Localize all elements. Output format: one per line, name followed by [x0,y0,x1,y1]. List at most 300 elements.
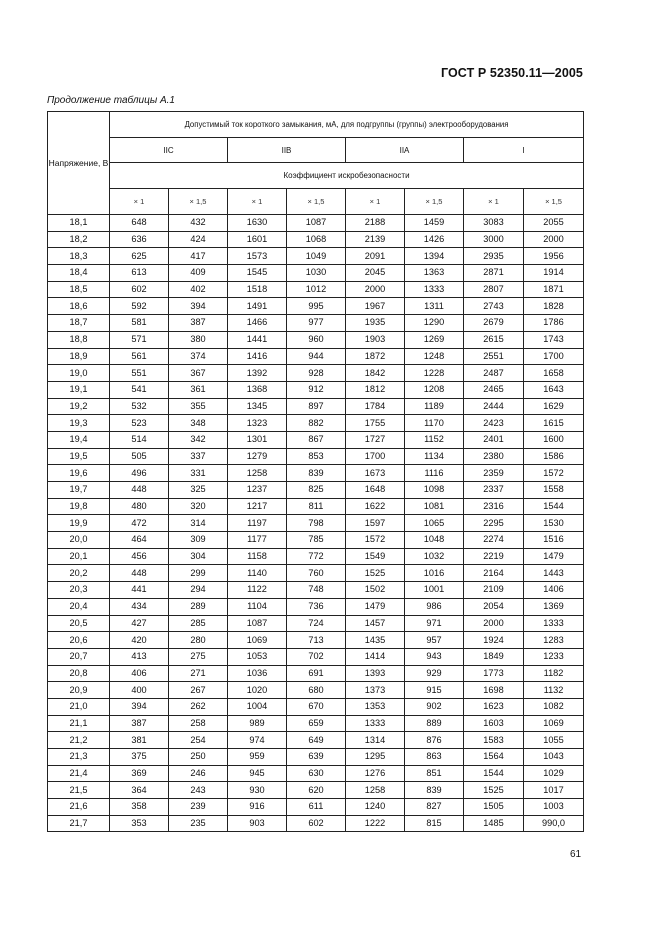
current-value-cell: 889 [405,715,464,732]
voltage-cell: 20,9 [48,682,110,699]
voltage-cell: 19,3 [48,415,110,432]
current-value-cell: 1443 [524,565,584,582]
table-caption: Продолжение таблицы А.1 [47,95,175,106]
current-value-cell: 387 [110,715,169,732]
current-value-cell: 1525 [346,565,405,582]
table-row [48,248,584,265]
current-value-cell: 1030 [287,265,346,282]
current-value-cell: 2000 [346,281,405,298]
current-value-cell: 1457 [346,615,405,632]
voltage-cell: 19,2 [48,398,110,415]
current-value-cell: 314 [169,515,228,532]
current-value-cell: 1441 [228,331,287,348]
current-value-cell: 1615 [524,415,584,432]
current-value-cell: 1600 [524,431,584,448]
current-value-cell: 1572 [524,465,584,482]
table-row [48,365,584,382]
current-value-cell: 464 [110,532,169,549]
current-value-cell: 2045 [346,265,405,282]
current-value-cell: 1416 [228,348,287,365]
current-value-cell: 1269 [405,331,464,348]
current-value-cell: 1197 [228,515,287,532]
current-value-cell: 1279 [228,448,287,465]
current-value-cell: 1583 [464,732,524,749]
current-value-cell: 648 [110,215,169,232]
current-value-cell: 636 [110,231,169,248]
current-value-cell: 325 [169,482,228,499]
current-value-cell: 409 [169,265,228,282]
safety-coefficient-header: Коэффициент искробезопасности [110,163,584,189]
current-value-cell: 2164 [464,565,524,582]
current-value-cell: 299 [169,565,228,582]
current-value-cell: 1087 [228,615,287,632]
voltage-cell: 21,5 [48,782,110,799]
current-value-cell: 480 [110,498,169,515]
current-value-cell: 1055 [524,732,584,749]
voltage-cell: 21,4 [48,765,110,782]
current-value-cell: 2188 [346,215,405,232]
current-value-cell: 1098 [405,482,464,499]
current-value-cell: 1466 [228,315,287,332]
current-value-cell: 1518 [228,281,287,298]
factor-header: × 1,5 [405,189,464,215]
factor-header: × 1,5 [169,189,228,215]
current-value-cell: 1727 [346,431,405,448]
current-value-cell: 331 [169,465,228,482]
current-value-cell: 1485 [464,815,524,832]
current-value-cell: 1435 [346,632,405,649]
current-value-cell: 472 [110,515,169,532]
voltage-cell: 19,7 [48,482,110,499]
current-value-cell: 974 [228,732,287,749]
group-header-i: I [464,138,584,163]
table-row [48,215,584,232]
current-value-cell: 367 [169,365,228,382]
current-value-cell: 772 [287,548,346,565]
voltage-cell: 19,9 [48,515,110,532]
current-value-cell: 1516 [524,532,584,549]
current-value-cell: 1812 [346,381,405,398]
current-value-cell: 250 [169,749,228,766]
current-value-cell: 541 [110,381,169,398]
factor-header: × 1,5 [287,189,346,215]
current-value-cell: 1700 [524,348,584,365]
current-value-cell: 670 [287,698,346,715]
voltage-column-header: Напряжение, В [48,112,110,215]
current-value-cell: 1283 [524,632,584,649]
table-row [48,482,584,499]
current-value-cell: 863 [405,749,464,766]
current-value-cell: 1564 [464,749,524,766]
current-value-cell: 456 [110,548,169,565]
current-value-cell: 2423 [464,415,524,432]
current-value-cell: 1368 [228,381,287,398]
current-value-cell: 1333 [346,715,405,732]
current-value-cell: 532 [110,398,169,415]
current-value-cell: 364 [110,782,169,799]
current-value-cell: 417 [169,248,228,265]
current-value-cell: 2359 [464,465,524,482]
table-row [48,632,584,649]
table-row [48,782,584,799]
current-value-cell: 1290 [405,315,464,332]
current-value-cell: 1222 [346,815,405,832]
current-value-cell: 1087 [287,215,346,232]
current-value-cell: 1081 [405,498,464,515]
current-value-cell: 825 [287,482,346,499]
current-value-cell: 243 [169,782,228,799]
current-value-cell: 1414 [346,648,405,665]
voltage-cell: 18,5 [48,281,110,298]
table-row [48,715,584,732]
current-value-cell: 1122 [228,582,287,599]
current-value-cell: 851 [405,765,464,782]
current-value-cell: 1849 [464,648,524,665]
current-value-cell: 1967 [346,298,405,315]
current-value-cell: 1842 [346,365,405,382]
current-value-cell: 986 [405,598,464,615]
current-value-cell: 897 [287,398,346,415]
current-value-cell: 760 [287,565,346,582]
current-value-cell: 1258 [228,465,287,482]
current-value-cell: 432 [169,215,228,232]
current-value-cell: 448 [110,482,169,499]
current-value-cell: 381 [110,732,169,749]
voltage-cell: 18,9 [48,348,110,365]
voltage-cell: 20,7 [48,648,110,665]
current-value-cell: 2054 [464,598,524,615]
table-row [48,331,584,348]
voltage-cell: 21,7 [48,815,110,832]
current-value-cell: 815 [405,815,464,832]
voltage-cell: 20,2 [48,565,110,582]
current-value-cell: 1152 [405,431,464,448]
current-value-cell: 1629 [524,398,584,415]
current-value-cell: 2000 [524,231,584,248]
current-value-cell: 724 [287,615,346,632]
current-value-cell: 1043 [524,749,584,766]
group-header-iib: IIB [228,138,346,163]
current-value-cell: 1491 [228,298,287,315]
voltage-cell: 18,4 [48,265,110,282]
voltage-cell: 20,8 [48,665,110,682]
current-value-cell: 2444 [464,398,524,415]
table-row [48,815,584,832]
table-row [48,498,584,515]
current-value-cell: 1333 [524,615,584,632]
current-value-cell: 1053 [228,648,287,665]
current-value-cell: 1393 [346,665,405,682]
current-value-cell: 1029 [524,765,584,782]
current-value-cell: 1001 [405,582,464,599]
current-value-cell: 496 [110,465,169,482]
current-value-cell: 1406 [524,582,584,599]
current-value-cell: 1048 [405,532,464,549]
current-value-cell: 348 [169,415,228,432]
current-value-cell: 839 [405,782,464,799]
table-row [48,532,584,549]
current-value-cell: 271 [169,665,228,682]
current-value-cell: 3000 [464,231,524,248]
current-value-cell: 1069 [228,632,287,649]
table-row [48,665,584,682]
current-value-cell: 1240 [346,799,405,816]
voltage-cell: 19,1 [48,381,110,398]
current-value-cell: 1177 [228,532,287,549]
factor-header: × 1 [346,189,405,215]
current-value-cell: 2316 [464,498,524,515]
table-row [48,431,584,448]
current-value-cell: 839 [287,465,346,482]
current-value-cell: 736 [287,598,346,615]
current-value-cell: 2055 [524,215,584,232]
current-value-cell: 304 [169,548,228,565]
current-value-cell: 1158 [228,548,287,565]
current-value-cell: 394 [110,698,169,715]
table-row [48,348,584,365]
current-value-cell: 355 [169,398,228,415]
voltage-cell: 21,0 [48,698,110,715]
table-row [48,265,584,282]
voltage-cell: 18,3 [48,248,110,265]
factor-header: × 1,5 [524,189,584,215]
current-value-cell: 912 [287,381,346,398]
current-value-cell: 1004 [228,698,287,715]
current-value-cell: 1323 [228,415,287,432]
current-value-cell: 1295 [346,749,405,766]
current-value-cell: 289 [169,598,228,615]
current-value-cell: 2337 [464,482,524,499]
current-value-cell: 380 [169,331,228,348]
current-value-cell: 285 [169,615,228,632]
current-value-cell: 853 [287,448,346,465]
current-value-cell: 903 [228,815,287,832]
table-row [48,231,584,248]
current-value-cell: 1217 [228,498,287,515]
current-value-cell: 639 [287,749,346,766]
current-value-cell: 929 [405,665,464,682]
group-header-iic: IIC [110,138,228,163]
current-value-cell: 1603 [464,715,524,732]
voltage-cell: 20,4 [48,598,110,615]
current-value-cell: 1132 [524,682,584,699]
current-value-cell: 1505 [464,799,524,816]
document-code: ГОСТ Р 52350.11—2005 [440,66,583,80]
current-value-cell: 374 [169,348,228,365]
current-value-cell: 916 [228,799,287,816]
current-value-cell: 1871 [524,281,584,298]
voltage-cell: 19,6 [48,465,110,482]
current-value-cell: 1314 [346,732,405,749]
current-value-cell: 2615 [464,331,524,348]
current-value-cell: 943 [405,648,464,665]
data-table [47,111,584,832]
current-value-cell: 1258 [346,782,405,799]
current-value-cell: 448 [110,565,169,582]
current-value-cell: 2274 [464,532,524,549]
current-value-cell: 1189 [405,398,464,415]
current-value-cell: 680 [287,682,346,699]
current-value-cell: 267 [169,682,228,699]
current-value-cell: 1525 [464,782,524,799]
table-row [48,749,584,766]
voltage-cell: 20,3 [48,582,110,599]
voltage-cell: 18,6 [48,298,110,315]
current-value-cell: 977 [287,315,346,332]
current-value-cell: 990,0 [524,815,584,832]
current-value-cell: 630 [287,765,346,782]
current-value-cell: 1170 [405,415,464,432]
current-value-cell: 1658 [524,365,584,382]
current-value-cell: 320 [169,498,228,515]
current-value-cell: 2000 [464,615,524,632]
current-value-cell: 571 [110,331,169,348]
current-value-cell: 1068 [287,231,346,248]
current-value-cell: 1545 [228,265,287,282]
voltage-cell: 19,0 [48,365,110,382]
current-value-cell: 945 [228,765,287,782]
current-value-cell: 1016 [405,565,464,582]
table-row [48,448,584,465]
current-value-cell: 1935 [346,315,405,332]
current-value-cell: 2295 [464,515,524,532]
voltage-cell: 20,0 [48,532,110,549]
current-value-cell: 659 [287,715,346,732]
current-value-cell: 785 [287,532,346,549]
voltage-cell: 18,1 [48,215,110,232]
current-value-cell: 1104 [228,598,287,615]
current-value-cell: 971 [405,615,464,632]
current-value-cell: 2401 [464,431,524,448]
current-value-cell: 625 [110,248,169,265]
current-value-cell: 1301 [228,431,287,448]
current-value-cell: 1828 [524,298,584,315]
current-value-cell: 959 [228,749,287,766]
current-value-cell: 358 [110,799,169,816]
current-value-cell: 375 [110,749,169,766]
current-value-cell: 1353 [346,698,405,715]
current-value-cell: 811 [287,498,346,515]
current-main-header: Допустимый ток короткого замыкания, мА, для подгруппы (группы) электрооборудования [110,112,584,138]
table-row [48,732,584,749]
table-header [48,112,584,215]
current-value-cell: 1743 [524,331,584,348]
current-value-cell: 882 [287,415,346,432]
current-value-cell: 361 [169,381,228,398]
current-value-cell: 867 [287,431,346,448]
current-value-cell: 1345 [228,398,287,415]
table-row [48,398,584,415]
current-value-cell: 1065 [405,515,464,532]
voltage-cell: 21,1 [48,715,110,732]
current-value-cell: 691 [287,665,346,682]
current-value-cell: 424 [169,231,228,248]
current-value-cell: 581 [110,315,169,332]
table-row [48,381,584,398]
table-body [48,215,584,832]
current-value-cell: 1082 [524,698,584,715]
current-value-cell: 1363 [405,265,464,282]
current-value-cell: 1012 [287,281,346,298]
current-value-cell: 2487 [464,365,524,382]
table-row [48,548,584,565]
current-value-cell: 1784 [346,398,405,415]
current-value-cell: 387 [169,315,228,332]
current-value-cell: 1049 [287,248,346,265]
current-value-cell: 1530 [524,515,584,532]
current-value-cell: 2380 [464,448,524,465]
current-value-cell: 2551 [464,348,524,365]
current-value-cell: 309 [169,532,228,549]
current-value-cell: 1558 [524,482,584,499]
table-row [48,515,584,532]
current-value-cell: 611 [287,799,346,816]
current-value-cell: 505 [110,448,169,465]
current-value-cell: 1914 [524,265,584,282]
current-value-cell: 239 [169,799,228,816]
current-value-cell: 2219 [464,548,524,565]
current-value-cell: 1459 [405,215,464,232]
voltage-cell: 19,8 [48,498,110,515]
current-value-cell: 235 [169,815,228,832]
voltage-cell: 20,5 [48,615,110,632]
current-value-cell: 342 [169,431,228,448]
current-value-cell: 1182 [524,665,584,682]
current-value-cell: 1311 [405,298,464,315]
table-row [48,415,584,432]
current-value-cell: 1392 [228,365,287,382]
table-row [48,799,584,816]
current-value-cell: 420 [110,632,169,649]
current-value-cell: 602 [110,281,169,298]
current-value-cell: 1373 [346,682,405,699]
table-row [48,315,584,332]
current-value-cell: 1623 [464,698,524,715]
current-value-cell: 1036 [228,665,287,682]
current-value-cell: 280 [169,632,228,649]
current-value-cell: 1020 [228,682,287,699]
current-value-cell: 337 [169,448,228,465]
current-value-cell: 1773 [464,665,524,682]
current-value-cell: 514 [110,431,169,448]
current-value-cell: 254 [169,732,228,749]
current-value-cell: 353 [110,815,169,832]
current-value-cell: 402 [169,281,228,298]
current-value-cell: 1544 [464,765,524,782]
current-value-cell: 1032 [405,548,464,565]
current-value-cell: 1601 [228,231,287,248]
current-value-cell: 928 [287,365,346,382]
current-value-cell: 2091 [346,248,405,265]
current-value-cell: 649 [287,732,346,749]
table-row [48,281,584,298]
current-value-cell: 2109 [464,582,524,599]
current-value-cell: 930 [228,782,287,799]
current-value-cell: 1140 [228,565,287,582]
current-value-cell: 2679 [464,315,524,332]
table-row [48,582,584,599]
table-row [48,598,584,615]
current-value-cell: 262 [169,698,228,715]
table-row [48,465,584,482]
current-value-cell: 1956 [524,248,584,265]
voltage-cell: 19,5 [48,448,110,465]
current-value-cell: 748 [287,582,346,599]
table-row [48,682,584,699]
current-value-cell: 246 [169,765,228,782]
current-value-cell: 1622 [346,498,405,515]
voltage-cell: 18,7 [48,315,110,332]
